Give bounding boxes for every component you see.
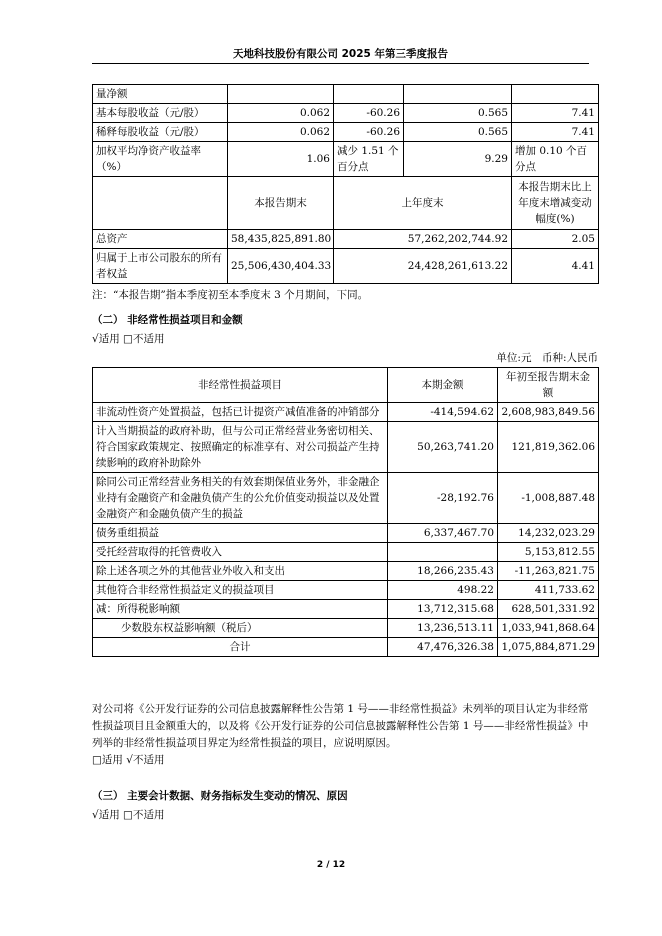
row-label: 减：所得税影响额 — [93, 600, 388, 619]
cell-value: 增加 0.10 个百分点 — [512, 142, 599, 177]
table-row — [93, 249, 599, 284]
table-row — [93, 543, 599, 562]
cell-value: 498.22 — [388, 581, 498, 600]
cell-value: 13,236,513.11 — [388, 619, 498, 638]
table-row — [93, 581, 599, 600]
cell-value: 5,153,812.55 — [498, 543, 599, 562]
cell-value: 0.565 — [404, 123, 512, 142]
cell-value: 18,266,235.43 — [388, 562, 498, 581]
cell-value: 50,263,741.20 — [388, 422, 498, 473]
table-note: 注：“本报告期”指本季度初至本季度末 3 个月期间，下同。 — [92, 289, 369, 301]
row-label: 加权平均净资产收益率（%） — [93, 142, 228, 177]
row-label: 量净额 — [93, 85, 228, 104]
row-label: 稀释每股收益（元/股） — [93, 123, 228, 142]
row-label: 总资产 — [93, 230, 228, 249]
row-label: 受托经营取得的托管费收入 — [93, 543, 388, 562]
cell-value: 0.565 — [404, 104, 512, 123]
cell-value: 1,033,941,868.64 — [498, 619, 599, 638]
cell-value: 411,733.62 — [498, 581, 599, 600]
cell-value: 47,476,326.38 — [388, 638, 498, 657]
unit-label: 单位:元 币种:人民币 — [496, 352, 598, 364]
cell-value: 2,608,983,849.56 — [498, 403, 599, 422]
cell-value: 0.062 — [228, 123, 334, 142]
financial-data-table — [92, 84, 599, 284]
table-row — [93, 403, 599, 422]
applicability-check: □适用 √不适用 — [92, 754, 165, 766]
cell-value: 减少 1.51 个百分点 — [334, 142, 404, 177]
cell-value: 4.41 — [512, 249, 599, 284]
header-divider — [92, 63, 589, 64]
table-row — [93, 123, 599, 142]
col-header: 本报告期末比上年度末增减变动幅度(%) — [512, 177, 599, 230]
cell-value: 14,232,023.29 — [498, 524, 599, 543]
row-label: 计入当期损益的政府补助，但与公司正常经营业务密切相关、符合国家政策规定、按照确定的标准享有、对公司损益产生持续影响的政府补助除外 — [93, 422, 388, 473]
table-header-row — [93, 368, 599, 403]
table-row — [93, 104, 599, 123]
table-row — [93, 142, 599, 177]
cell-value: 57,262,202,744.92 — [334, 230, 512, 249]
cell-value: 0.062 — [228, 104, 334, 123]
cell-value: -414,594.62 — [388, 403, 498, 422]
applicability-check: √适用 □不适用 — [92, 809, 165, 821]
table-total-row — [93, 638, 599, 657]
row-label: 除上述各项之外的其他营业外收入和支出 — [93, 562, 388, 581]
cell-value — [388, 543, 498, 562]
cell-value: 7.41 — [512, 104, 599, 123]
row-label: 归属于上市公司股东的所有者权益 — [93, 249, 228, 284]
page-header: 天地科技股份有限公司 2025 年第三季度报告 — [232, 48, 449, 60]
table-row — [93, 230, 599, 249]
cell-value: -28,192.76 — [388, 473, 498, 524]
cell-value: -1,008,887.48 — [498, 473, 599, 524]
cell-value: -60.26 — [334, 104, 404, 123]
cell-value: 58,435,825,891.80 — [228, 230, 334, 249]
cell-value: 1.06 — [228, 142, 334, 177]
table-subheader-row — [93, 177, 599, 230]
row-label: 除同公司正常经营业务相关的有效套期保值业务外，非金融企业持有金融资产和金融负债产生的公允价值变动损益以及处置金融资产和金融负债产生的损益 — [93, 473, 388, 524]
row-label: 非流动性资产处置损益，包括已计提资产减值准备的冲销部分 — [93, 403, 388, 422]
cell-value: 2.05 — [512, 230, 599, 249]
cell-value: 25,506,430,404.33 — [228, 249, 334, 284]
row-label: 其他符合非经常性损益定义的损益项目 — [93, 581, 388, 600]
row-label: 合计 — [93, 638, 388, 657]
section-title: （二） 非经常性损益项目和金额 — [92, 314, 243, 326]
col-header: 本期金额 — [388, 368, 498, 403]
table-row — [93, 422, 599, 473]
applicability-check: √适用 □不适用 — [92, 333, 165, 345]
cell-value: 13,712,315.68 — [388, 600, 498, 619]
table-row — [93, 85, 599, 104]
cell-value: 7.41 — [512, 123, 599, 142]
cell-value: 6,337,467.70 — [388, 524, 498, 543]
col-header: 本报告期末 — [228, 177, 334, 230]
cell-value: 121,819,362.06 — [498, 422, 599, 473]
col-header: 非经常性损益项目 — [93, 368, 388, 403]
cell-value: 1,075,884,871.29 — [498, 638, 599, 657]
col-header: 年初至报告期末金额 — [498, 368, 599, 403]
table-row — [93, 524, 599, 543]
cell-value: -11,263,821.75 — [498, 562, 599, 581]
table-row — [93, 600, 599, 619]
cell-value: 628,501,331.92 — [498, 600, 599, 619]
explanatory-paragraph: 对公司将《公开发行证券的公司信息披露解释性公告第 1 号——非经常性损益》未列举的项目认定为非经常性损益项目且金额重大的，以及将《公开发行证券的公司信息披露解释性公告第 1 号——非经常性损益》中列举的非经常性损益项目界定为经常性损益的项目，应说明原因。 — [92, 703, 589, 749]
col-header: 上年度末 — [334, 177, 512, 230]
row-label: 基本每股收益（元/股） — [93, 104, 228, 123]
cell-value: -60.26 — [334, 123, 404, 142]
row-label: 债务重组损益 — [93, 524, 388, 543]
row-label: 少数股东权益影响额（税后） — [93, 619, 388, 638]
cell-value: 9.29 — [404, 142, 512, 177]
table-row — [93, 562, 599, 581]
cell-value: 24,428,261,613.22 — [334, 249, 512, 284]
table-row — [93, 619, 599, 638]
table-row — [93, 473, 599, 524]
page-number: 2 / 12 — [316, 860, 346, 870]
section-title: （三） 主要会计数据、财务指标发生变动的情况、原因 — [92, 790, 348, 802]
non-recurring-table — [92, 367, 599, 657]
